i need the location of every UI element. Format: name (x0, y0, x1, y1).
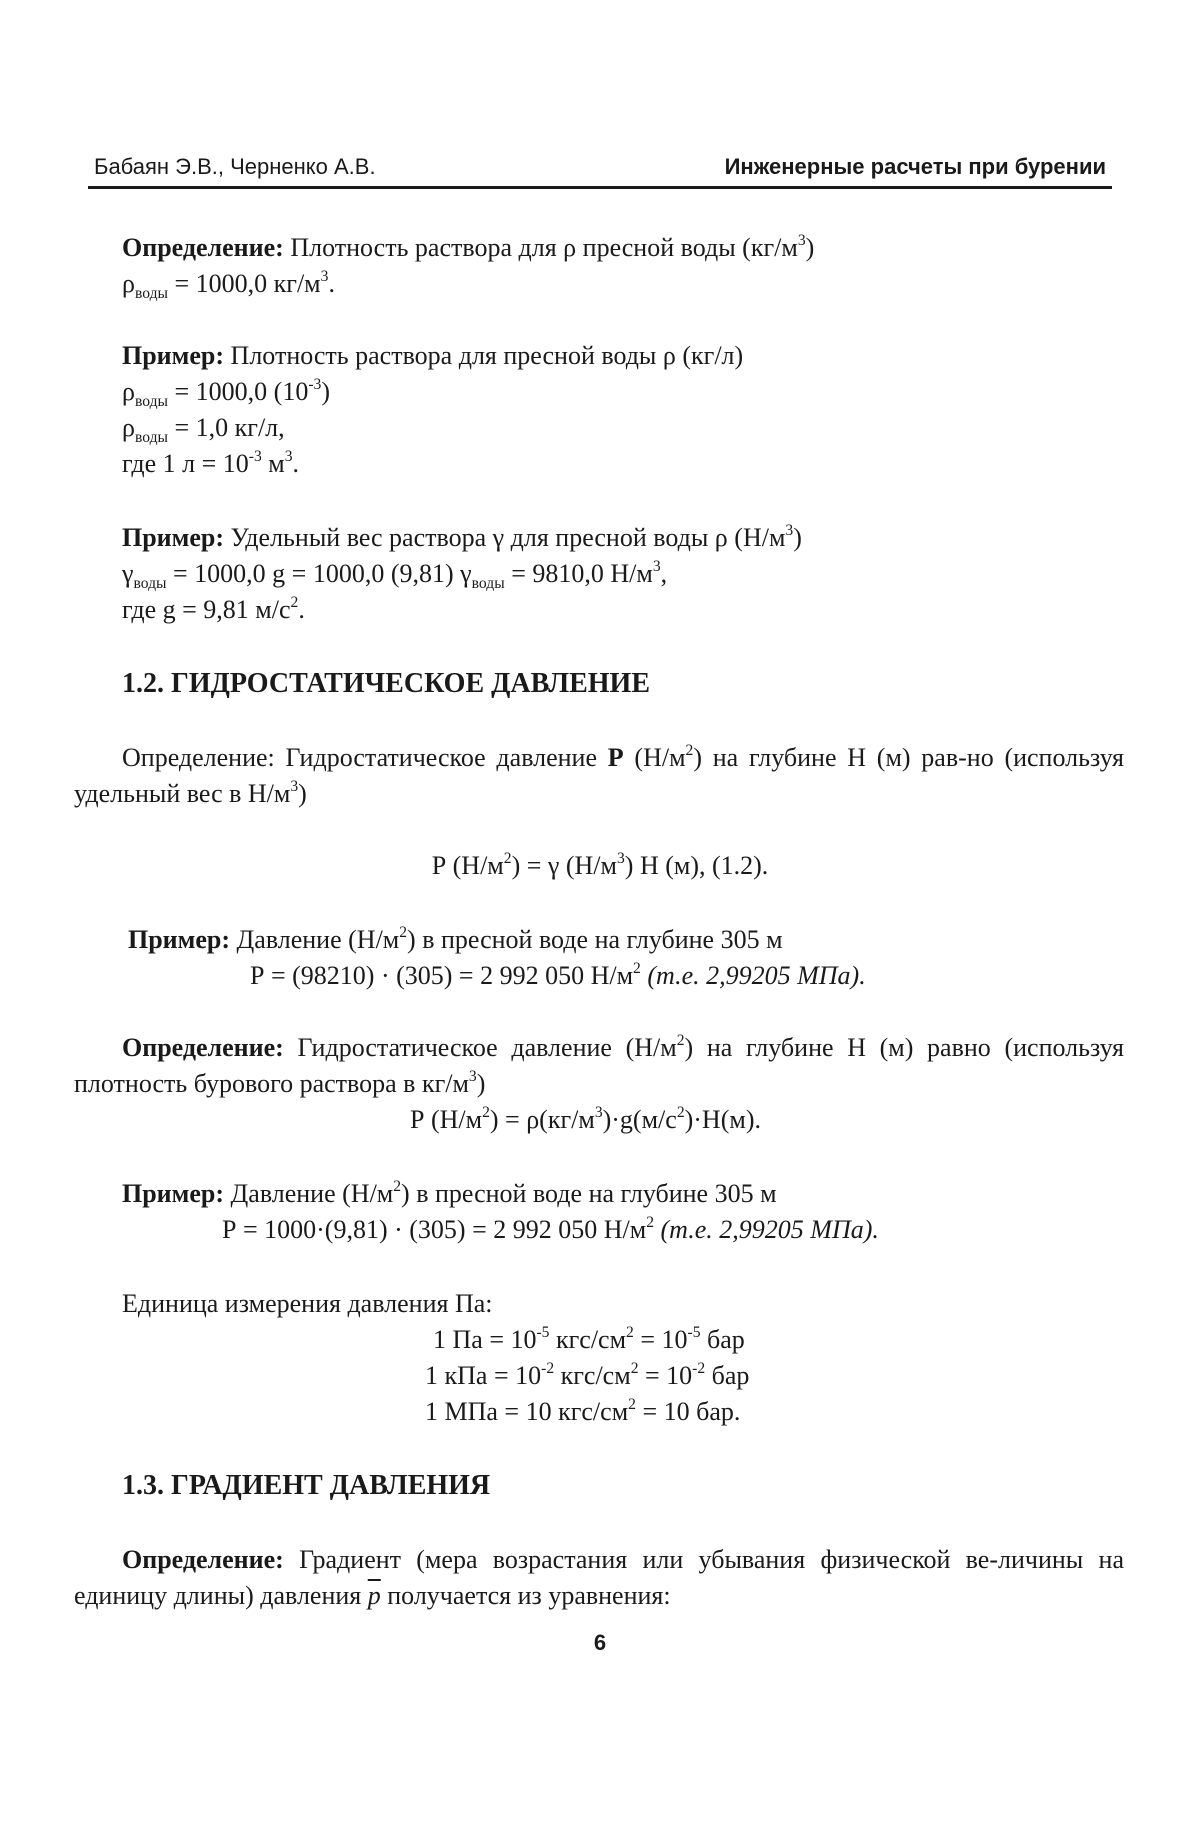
definition-gradient: Определение: Градиент (мера возрастания или убывания физической ве-личины на единицу длины) давления $\overline{p}$ получается из уравнения: (74, 1545, 1124, 1610)
example-specific-weight: Пример: Удельный вес раствора γ для пресной воды ρ $(Н/м^3)$ (122, 521, 802, 552)
example-label: Пример: (128, 925, 231, 954)
unit-conversion-line: 1 кПа = $10^{-2}$ кгс/$см^2 = 10^{-2}$ бар (425, 1359, 750, 1390)
example-label: Пример: (122, 1179, 225, 1208)
definition-label: Определение: (122, 1545, 284, 1574)
formula-water-density: $\rho_{воды} = 1000,0$ $кг/м^3$. (122, 267, 335, 303)
example-label: Пример: (122, 341, 225, 370)
definition-pressure-density: Определение: Гидростатическое давление $(Н/м^2)$ на глубине Н (м) равно (используя плотность бурового раствора в $кг/м^3$) (74, 1031, 1125, 1098)
example-pressure-density: Пример: Давление $(Н/м^2)$ в пресной воде на глубине 305 м (122, 1177, 777, 1208)
example-density-kg-l: Пример: Плотность раствора для пресной воды ρ (кг/л) (122, 341, 744, 370)
section-heading-1-2: 1.2. ГИДРОСТАТИЧЕСКОЕ ДАВЛЕНИЕ (122, 668, 651, 699)
formula-line: $\rho_{воды} = 1000,0$ $(10^{-3})$ (122, 375, 330, 411)
page-number: 6 (593, 1630, 607, 1655)
example-label: Пример: (122, 523, 225, 552)
units-title: Единица измерения давления Па: (122, 1289, 493, 1318)
running-header (88, 150, 1112, 189)
formula-line: Р $(Н/м^2) = \rho(кг/м^3)\cdot g(м/с^2)\cdot Н(м)$. (410, 1103, 761, 1134)
header-authors: Бабаян Э.В., Черненко А.В. (94, 154, 376, 179)
formula-1-2: Р $(Н/м^2) = \gamma$ $(Н/м^3)$ Н (м), (1.2). (431, 849, 769, 880)
definition-hydrostatic-pressure: Определение: Гидростатическое давление Р $(Н/м^2)$ на глубине Н (м) рав-но (используя удельный вес в $Н/м^3$) (74, 741, 1124, 808)
definition-water-density: Определение: Плотность раствора для ρ пресной воды $(кг/м^3)$ (122, 231, 815, 262)
formula-line: $\gamma_{воды} = 1000,0$ g = 1000,0 (9,81) $\gamma_{воды} = 9810,0$ $Н/м^3$, (122, 557, 668, 593)
formula-line: где 1 $л = 10^{-3}$ $м^3$. (122, 447, 300, 478)
formula-line: $\rho_{воды} = 1,0$ кг/л, (122, 413, 285, 447)
example-pressure-305m: Пример: Давление $(Н/м^2)$ в пресной воде на глубине 305 м (128, 923, 783, 954)
definition-label: Определение: (122, 1033, 284, 1062)
unit-conversion-line: 1 МПа = 10 кгс/$см^2 = 10$ бар. (425, 1395, 741, 1426)
formula-line: Р = (98210) · (305) = 2 992 050 $Н/м^2$ (т.е. 2,99205 МПа). (250, 959, 866, 990)
unit-conversion-line: 1 Па = $10^{-5}$ кгс/$см^2 = 10^{-5}$ бар (433, 1323, 745, 1354)
header-book-title: Инженерные расчеты при бурении (724, 154, 1106, 179)
definition-label: Определение: (122, 233, 284, 262)
section-heading-1-3: 1.3. ГРАДИЕНТ ДАВЛЕНИЯ (122, 1470, 491, 1501)
formula-line: где g = 9,81 $м/с^2$. (122, 593, 305, 624)
formula-line: Р = 1000·(9,81) · (305) = 2 992 050 $Н/м^2$ (т.е. 2,99205 МПа). (222, 1213, 879, 1244)
